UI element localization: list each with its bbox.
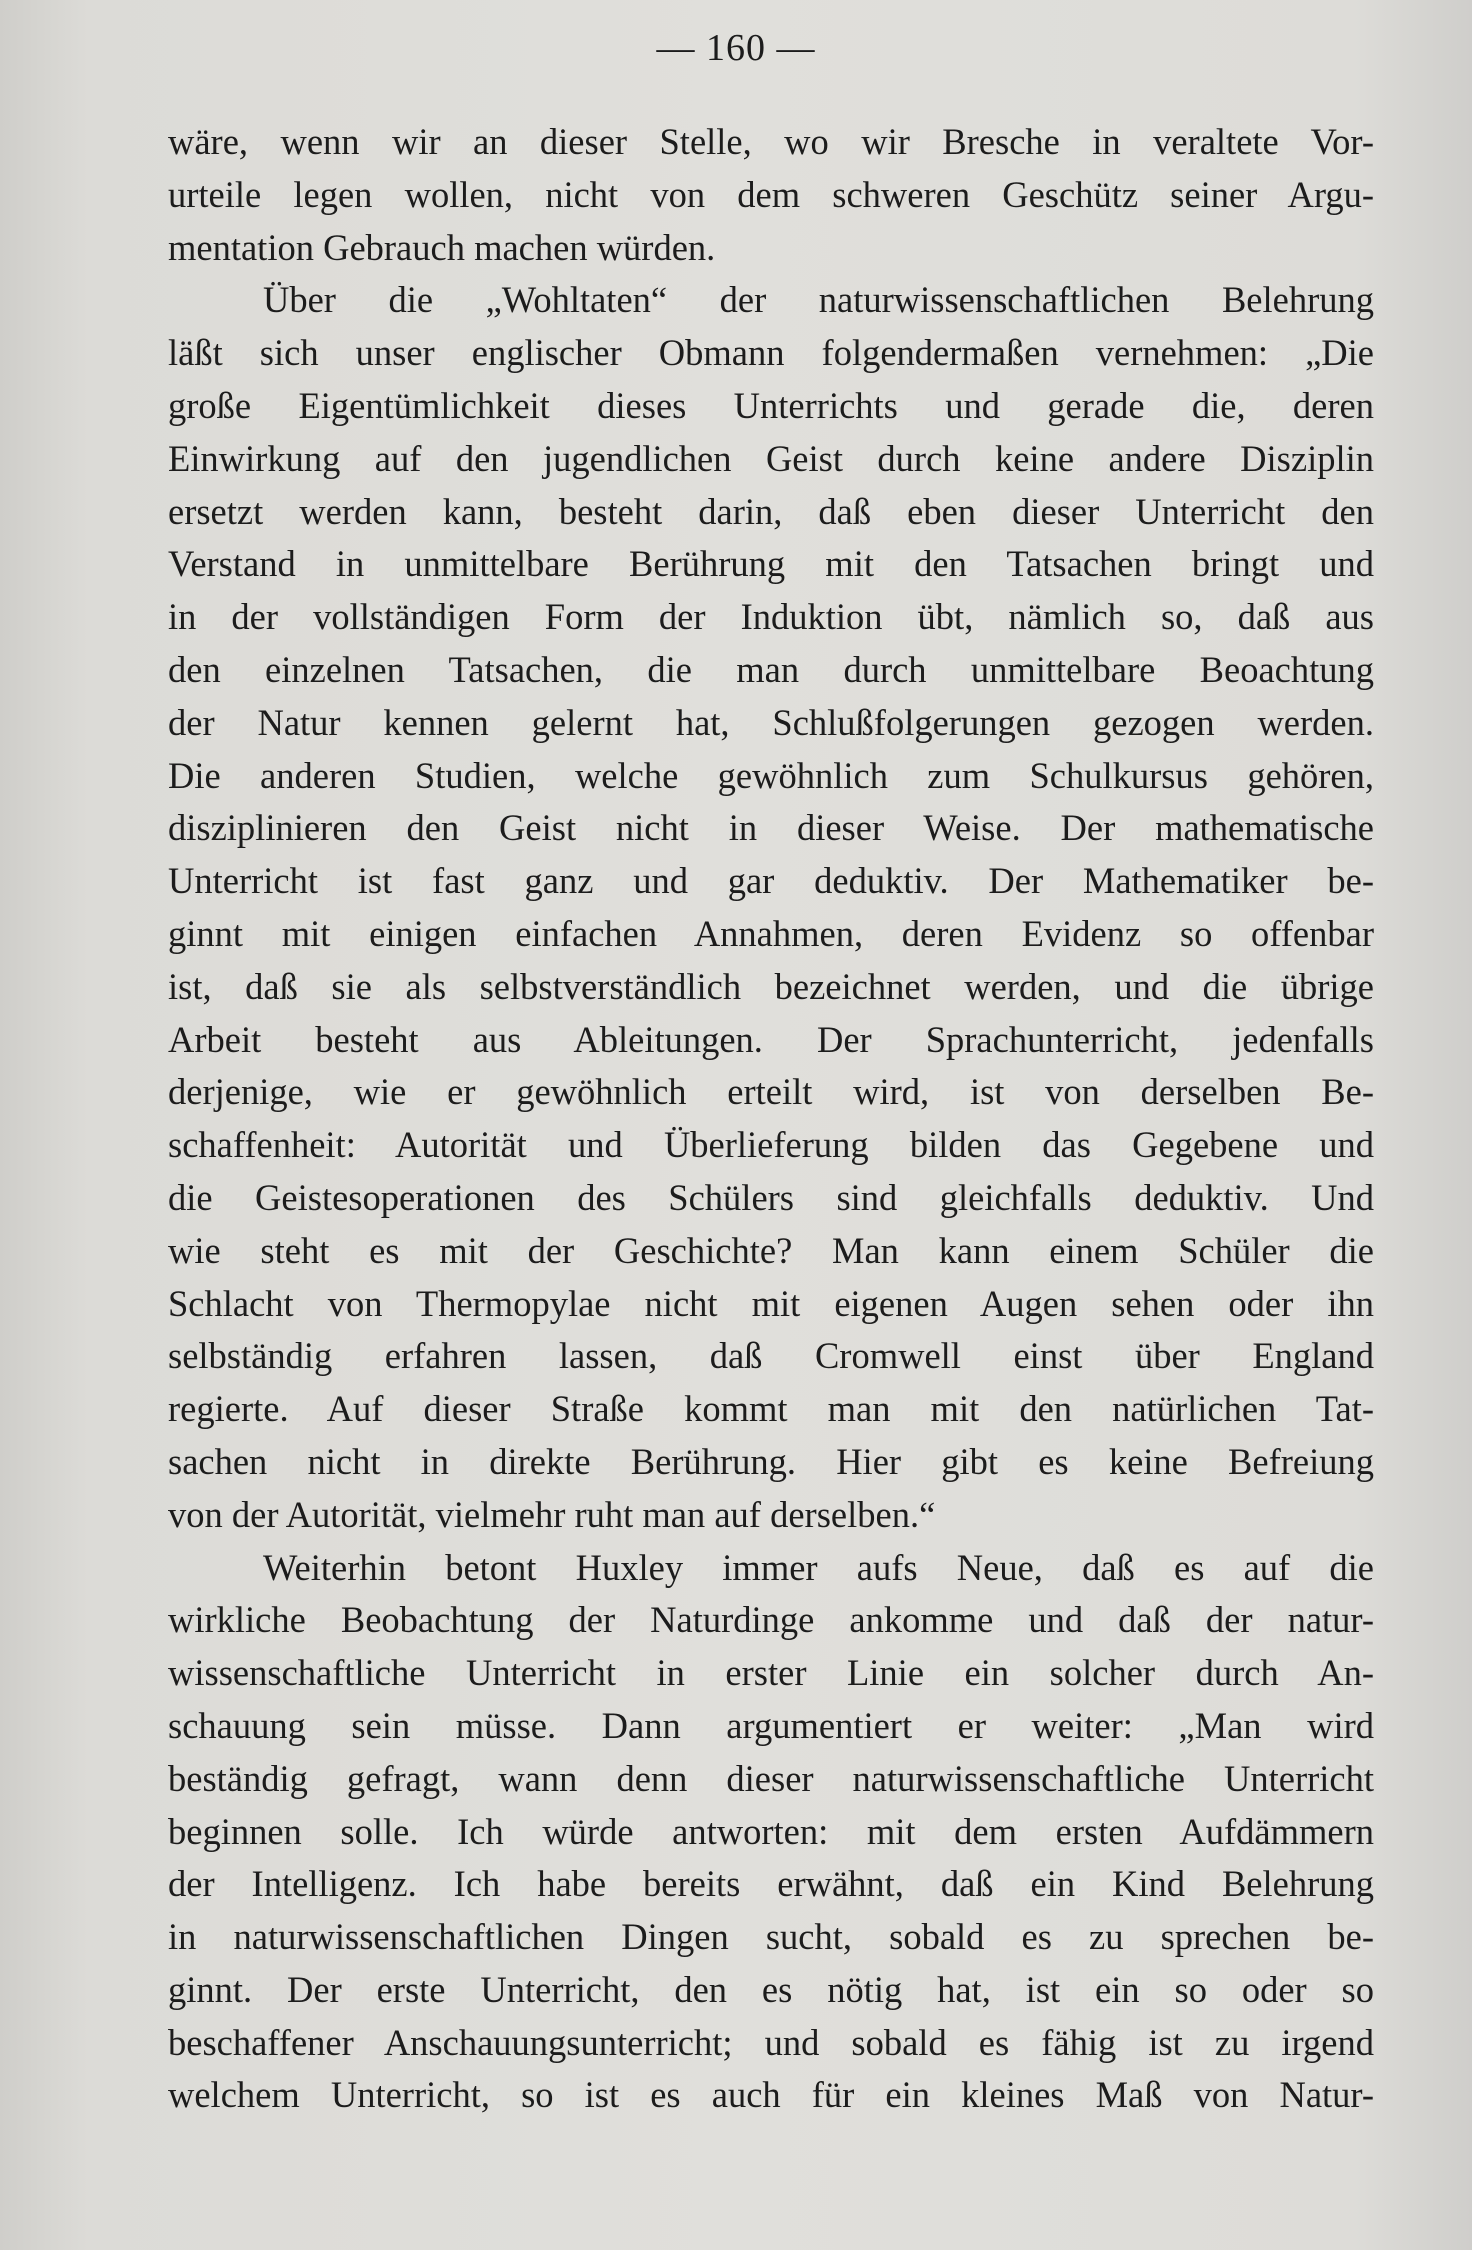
text-line: den einzelnen Tatsachen, die man durch unmittelbare Beoachtung — [168, 648, 1374, 690]
text-line: der Intelligenz. Ich habe bereits erwähnt, daß ein Kind Belehrung — [168, 1863, 1374, 1905]
text-line: wäre, wenn wir an dieser Stelle, wo wir Bresche in veraltete Vor- — [168, 121, 1374, 162]
text-line: schauung sein müsse. Dann argumentiert er weiter: „Man wird — [168, 1704, 1374, 1746]
text-line: derjenige, wie er gewöhnlich erteilt wird, ist von derselben Be- — [168, 1071, 1374, 1113]
text-line: mentation Gebrauch machen würden. — [168, 226, 716, 268]
text-line: beginnen solle. Ich würde antworten: mit dem ersten Aufdämmern — [168, 1810, 1374, 1852]
text-line: selbständig erfahren lassen, daß Cromwell einst über England — [168, 1335, 1374, 1377]
text-line: Weiterhin betont Huxley immer aufs Neue, daß es auf die — [263, 1546, 1374, 1588]
text-line: regierte. Auf dieser Straße kommt man mit den natürlichen Tat- — [168, 1388, 1374, 1430]
text-line: ist, daß sie als selbstverständlich bezeichnet werden, und die übrige — [168, 965, 1374, 1007]
text-line: beschaffener Anschauungsunterricht; und sobald es fähig ist zu irgend — [168, 2021, 1374, 2063]
text-line: große Eigentümlichkeit dieses Unterrichts und gerade die, deren — [168, 384, 1374, 426]
text-line: läßt sich unser englischer Obmann folgendermaßen vernehmen: „Die — [168, 332, 1374, 374]
text-line: ersetzt werden kann, besteht darin, daß eben dieser Unterricht den — [168, 490, 1374, 532]
text-line: der Natur kennen gelernt hat, Schlußfolgerungen gezogen werden. — [168, 701, 1374, 743]
text-line: sachen nicht in direkte Berührung. Hier gibt es keine Befreiung — [168, 1440, 1374, 1482]
text-line: urteile legen wollen, nicht von dem schweren Geschütz seiner Argu- — [168, 173, 1374, 215]
text-line: Einwirkung auf den jugendlichen Geist durch keine andere Disziplin — [168, 437, 1374, 479]
text-line: Über die „Wohltaten“ der naturwissenschaftlichen Belehrung — [263, 279, 1374, 321]
text-line: in der vollständigen Form der Induktion übt, nämlich so, daß aus — [168, 596, 1374, 638]
text-line: wissenschaftliche Unterricht in erster Linie ein solcher durch An- — [168, 1652, 1374, 1694]
text-line: Arbeit besteht aus Ableitungen. Der Sprachunterricht, jedenfalls — [168, 1018, 1374, 1060]
page-number: — 160 — — [656, 27, 816, 69]
text-line: die Geistesoperationen des Schülers sind gleichfalls deduktiv. Und — [168, 1176, 1374, 1218]
body-text — [168, 116, 1374, 2122]
text-line: ginnt mit einigen einfachen Annahmen, deren Evidenz so offenbar — [168, 912, 1374, 954]
text-line: wie steht es mit der Geschichte? Man kann einem Schüler die — [168, 1229, 1374, 1271]
text-line: schaffenheit: Autorität und Überlieferung bilden das Gegebene und — [168, 1124, 1374, 1166]
text-line: Die anderen Studien, welche gewöhnlich zum Schulkursus gehören, — [168, 754, 1374, 796]
text-line: welchem Unterricht, so ist es auch für ein kleines Maß von Natur- — [168, 2074, 1374, 2116]
text-line: ginnt. Der erste Unterricht, den es nötig hat, ist ein so oder so — [168, 1968, 1374, 2010]
text-line: beständig gefragt, wann denn dieser naturwissenschaftliche Unterricht — [168, 1757, 1374, 1799]
text-line: in naturwissenschaftlichen Dingen sucht, sobald es zu sprechen be- — [168, 1916, 1374, 1958]
text-line: wirkliche Beobachtung der Naturdinge ankomme und daß der natur- — [168, 1599, 1374, 1641]
text-line: Unterricht ist fast ganz und gar deduktiv. Der Mathematiker be- — [168, 860, 1374, 902]
text-line: disziplinieren den Geist nicht in dieser Weise. Der mathematische — [168, 807, 1374, 849]
text-line: Schlacht von Thermopylae nicht mit eigenen Augen sehen oder ihn — [168, 1282, 1374, 1324]
text-line: von der Autorität, vielmehr ruht man auf derselben.“ — [168, 1493, 936, 1535]
text-line: Verstand in unmittelbare Berührung mit den Tatsachen bringt und — [168, 543, 1374, 585]
